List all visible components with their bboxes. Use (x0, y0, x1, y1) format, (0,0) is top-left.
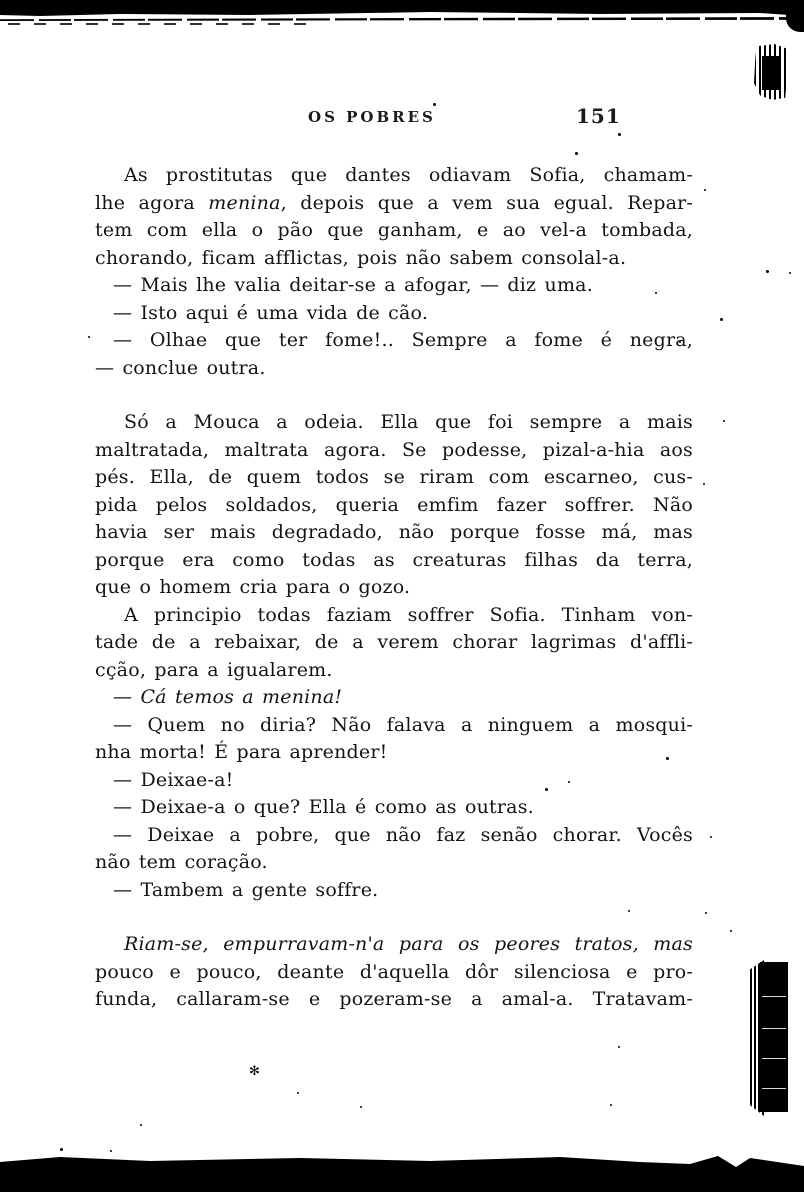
text-line (95, 602, 693, 630)
scan-noise-dot (703, 483, 705, 485)
scan-noise-dot (730, 930, 732, 932)
scan-noise-dot (618, 1046, 620, 1048)
paragraph-block (95, 931, 693, 1014)
text-line (95, 217, 693, 245)
text-segment: pouco e pouco, deante d'aquella dôr silenciosa e pro- (95, 960, 693, 983)
text-line (95, 986, 693, 1014)
text-segment: — Olhae que ter fome!.. Sempre a fome é negra, (113, 329, 693, 351)
text-line (95, 464, 693, 492)
italic-text-segment: menina! (262, 686, 343, 708)
scan-artifact-hairline (762, 1058, 786, 1059)
page-text (95, 162, 693, 1014)
text-line (95, 190, 693, 218)
text-segment: tade de a rebaixar, de a verem chorar lagrimas d'affli- (95, 631, 693, 653)
text-line (95, 547, 693, 575)
scan-noise-dot (766, 270, 769, 273)
italic-text-segment: Riam-se, empurravam-n'a para os peores tratos, mas (124, 933, 693, 955)
text-segment: — Deixae a pobre, que não faz senão chorar. Vocês (113, 823, 693, 846)
running-header (95, 104, 693, 134)
text-segment: cção, para a igualarem. (95, 658, 333, 681)
scan-noise-dot (789, 272, 791, 274)
text-segment: — Quem no diria? Não falava a ninguem a mosqui- (113, 713, 693, 736)
scan-artifact-hairline (762, 1028, 786, 1029)
text-line (95, 794, 693, 822)
scan-artifact-right-bar-solid (760, 962, 788, 1112)
scan-artifact-hairline (762, 996, 786, 997)
text-line (95, 739, 693, 767)
text-line (95, 822, 693, 850)
text-segment: havia ser mais degradado, não porque fosse má, mas (95, 521, 693, 543)
scan-artifact-top-rule (0, 17, 804, 21)
text-segment: Só a Mouca a odeia. Ella que foi sempre a mais (124, 411, 693, 433)
scan-artifact-asterisk: ✻ (249, 1064, 260, 1079)
scan-noise-dot (110, 1150, 112, 1152)
text-line (95, 767, 693, 795)
scan-noise-dot (60, 1148, 63, 1151)
text-segment: — conclue outra. (95, 356, 266, 379)
text-line (95, 849, 693, 877)
text-segment: lhe agora (95, 191, 209, 214)
scan-noise-dot (704, 189, 706, 191)
paragraph-block (95, 162, 693, 382)
running-header-title: OS POBRES (308, 108, 436, 126)
text-line (95, 959, 693, 987)
scan-noise-dot (140, 1124, 142, 1126)
text-segment: pés. Ella, de quem todos se riram com escarneo, cus- (95, 466, 693, 488)
page-number: 151 (576, 104, 621, 128)
text-line (95, 245, 693, 273)
scan-artifact-bottom-band (0, 1154, 804, 1192)
text-line (95, 657, 693, 685)
text-segment: nha morta! É para aprender! (95, 741, 388, 763)
text-line (95, 409, 693, 437)
text-segment: porque era como todas as creaturas filhas da terra, (95, 548, 693, 571)
scan-artifact-right-bar (750, 960, 790, 1116)
text-segment: tem com ella o pão que ganham, e ao vel-a tombada, (95, 219, 693, 241)
text-line (95, 931, 693, 959)
text-segment: não tem coração. (95, 851, 268, 873)
text-segment: — Deixae-a! (113, 768, 234, 791)
scan-noise-dot (710, 836, 712, 838)
text-segment: A principio todas faziam soffrer Sofia. Tinham von- (124, 603, 693, 626)
scan-noise-dot (720, 318, 723, 321)
paragraph-block (95, 409, 693, 904)
text-segment: — Tambem a gente soffre. (113, 878, 379, 901)
scan-noise-dot (297, 1092, 299, 1094)
scan-artifact-top-rule-secondary (8, 23, 308, 25)
text-segment: maltratada, maltrata agora. Se podesse, pizal-a-hia aos (95, 438, 693, 461)
text-segment: que o homem cria para o gozo. (95, 576, 411, 598)
text-segment: As prostitutas que dantes odiavam Sofia, chamam- (124, 164, 693, 186)
text-line (95, 712, 693, 740)
scan-noise-dot (360, 1106, 362, 1108)
text-line (95, 437, 693, 465)
text-line (95, 574, 693, 602)
scan-artifact-top-band (0, 0, 804, 18)
text-line (95, 629, 693, 657)
scan-artifact-hairline (762, 1088, 786, 1089)
scan-noise-dot (610, 1104, 612, 1106)
scan-noise-dot (575, 152, 578, 155)
text-line (95, 519, 693, 547)
italic-text-segment: menina (208, 191, 281, 214)
scan-noise-dot (723, 420, 725, 422)
text-line (95, 492, 693, 520)
text-segment: , depois que a vem sua egual. Repar- (280, 191, 693, 214)
text-segment: funda, callaram-se e pozeram-se a amal-a. Tratavam- (95, 988, 693, 1010)
text-segment: chorando, ficam afflictas, pois não sabem consolal-a. (95, 246, 627, 269)
scan-artifact-hatch-core (762, 56, 780, 90)
scan-noise-dot (705, 912, 707, 914)
text-line (95, 684, 693, 712)
text-line (95, 355, 693, 383)
scan-artifact-corner-curl (786, 4, 804, 32)
text-segment: — Isto aqui é uma vida de cão. (113, 301, 429, 324)
text-segment: — Mais lhe valia deitar-se a afogar, — diz uma. (113, 274, 593, 296)
text-segment: pida pelos soldados, queria emfim fazer soffrer. Não (95, 493, 693, 516)
text-line (95, 162, 693, 190)
text-line (95, 877, 693, 905)
scan-noise-dot (88, 336, 90, 338)
text-line (95, 327, 693, 355)
text-line (95, 272, 693, 300)
italic-text-segment: — Cá temos a (113, 686, 263, 708)
text-line (95, 300, 693, 328)
text-segment: — Deixae-a o que? Ella é como as outras. (113, 796, 534, 818)
